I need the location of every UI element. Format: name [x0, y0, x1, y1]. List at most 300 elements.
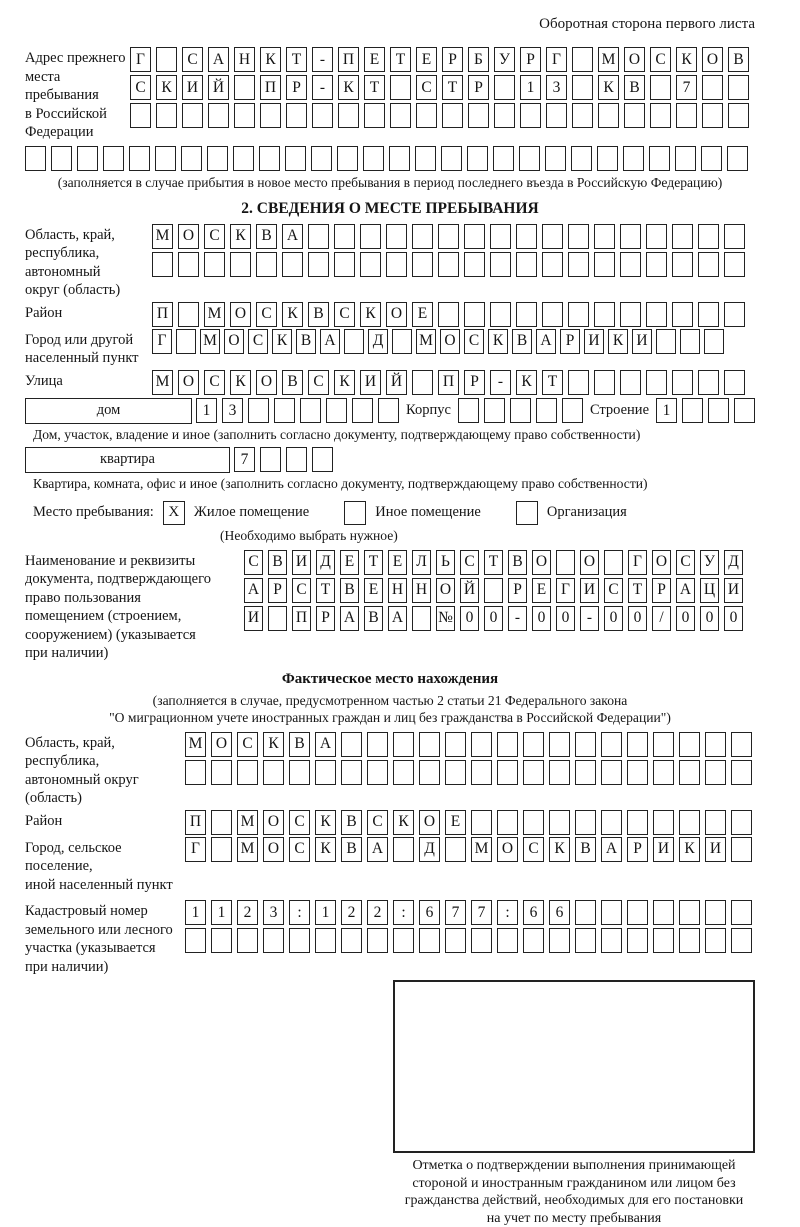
char-box-filled[interactable]: 0 — [484, 606, 503, 631]
char-box-filled[interactable]: 6 — [523, 900, 544, 925]
char-box-empty[interactable] — [438, 302, 459, 327]
char-box-empty[interactable] — [393, 732, 414, 757]
char-box-filled[interactable]: В — [289, 732, 310, 757]
char-box-empty[interactable] — [542, 224, 563, 249]
char-box-filled[interactable]: 0 — [676, 606, 695, 631]
char-box-empty[interactable] — [731, 900, 752, 925]
char-box-filled[interactable]: Д — [724, 550, 743, 575]
char-box-empty[interactable] — [178, 252, 199, 277]
char-box-filled[interactable]: Г — [130, 47, 151, 72]
char-box-filled[interactable]: И — [724, 578, 743, 603]
char-box-empty[interactable] — [627, 760, 648, 785]
char-box-filled[interactable]: Р — [627, 837, 648, 862]
char-box-empty[interactable] — [516, 224, 537, 249]
char-box-filled[interactable]: Й — [386, 370, 407, 395]
char-box-empty[interactable] — [338, 103, 359, 128]
char-box-empty[interactable] — [493, 146, 514, 171]
char-box-empty[interactable] — [471, 928, 492, 953]
char-box-empty[interactable] — [546, 103, 567, 128]
char-box-filled[interactable]: О — [652, 550, 671, 575]
char-box-filled[interactable]: : — [497, 900, 518, 925]
char-box-empty[interactable] — [337, 146, 358, 171]
char-box-filled[interactable]: М — [204, 302, 225, 327]
char-box-filled[interactable]: Г — [185, 837, 206, 862]
char-box-filled[interactable]: М — [152, 370, 173, 395]
char-box-empty[interactable] — [300, 398, 321, 423]
char-box-filled[interactable]: О — [580, 550, 599, 575]
char-box-empty[interactable] — [260, 103, 281, 128]
char-box-empty[interactable] — [234, 103, 255, 128]
char-box-empty[interactable] — [672, 224, 693, 249]
char-box-filled[interactable]: С — [289, 810, 310, 835]
char-box-empty[interactable] — [731, 837, 752, 862]
char-box-empty[interactable] — [653, 900, 674, 925]
char-box-filled[interactable]: Р — [442, 47, 463, 72]
char-box-empty[interactable] — [260, 447, 281, 472]
char-box-empty[interactable] — [724, 370, 745, 395]
char-box-empty[interactable] — [412, 606, 431, 631]
char-box-filled[interactable]: О — [624, 47, 645, 72]
char-box-empty[interactable] — [594, 302, 615, 327]
char-box-empty[interactable] — [468, 103, 489, 128]
char-box-empty[interactable] — [705, 732, 726, 757]
char-box-empty[interactable] — [419, 928, 440, 953]
char-box-empty[interactable] — [204, 252, 225, 277]
char-box-filled[interactable]: Р — [286, 75, 307, 100]
char-box-empty[interactable] — [523, 732, 544, 757]
char-box-filled[interactable]: Б — [468, 47, 489, 72]
char-box-empty[interactable] — [77, 146, 98, 171]
char-box-empty[interactable] — [211, 928, 232, 953]
char-box-filled[interactable]: - — [312, 47, 333, 72]
char-box-filled[interactable]: А — [315, 732, 336, 757]
char-box-empty[interactable] — [458, 398, 479, 423]
char-box-filled[interactable]: С — [676, 550, 695, 575]
char-box-empty[interactable] — [653, 760, 674, 785]
char-box-empty[interactable] — [698, 224, 719, 249]
char-box-empty[interactable] — [568, 252, 589, 277]
char-box-empty[interactable] — [646, 302, 667, 327]
char-box-empty[interactable] — [510, 398, 531, 423]
char-box-empty[interactable] — [312, 103, 333, 128]
char-box-filled[interactable]: М — [185, 732, 206, 757]
char-box-filled[interactable]: Т — [390, 47, 411, 72]
char-box-empty[interactable] — [620, 302, 641, 327]
char-box-filled[interactable]: Е — [388, 550, 407, 575]
char-box-filled[interactable]: С — [604, 578, 623, 603]
char-box-empty[interactable] — [568, 224, 589, 249]
char-box-empty[interactable] — [627, 732, 648, 757]
char-box-empty[interactable] — [386, 252, 407, 277]
char-box-empty[interactable] — [207, 146, 228, 171]
char-box-filled[interactable]: У — [494, 47, 515, 72]
char-box-empty[interactable] — [620, 252, 641, 277]
char-box-empty[interactable] — [176, 329, 196, 354]
char-box-filled[interactable]: А — [367, 837, 388, 862]
char-box-filled[interactable]: Л — [412, 550, 431, 575]
char-box-empty[interactable] — [445, 732, 466, 757]
char-box-filled[interactable]: К — [263, 732, 284, 757]
char-box-empty[interactable] — [471, 810, 492, 835]
char-box-empty[interactable] — [389, 146, 410, 171]
char-box-filled[interactable]: 7 — [445, 900, 466, 925]
char-box-filled[interactable]: 0 — [532, 606, 551, 631]
char-box-empty[interactable] — [360, 252, 381, 277]
char-box-empty[interactable] — [728, 75, 749, 100]
checkbox-option-2[interactable] — [516, 501, 538, 525]
char-box-filled[interactable]: Р — [268, 578, 287, 603]
char-box-filled[interactable]: Е — [340, 550, 359, 575]
char-box-empty[interactable] — [708, 398, 729, 423]
char-box-filled[interactable]: С — [237, 732, 258, 757]
char-box-empty[interactable] — [601, 760, 622, 785]
char-box-empty[interactable] — [549, 732, 570, 757]
char-box-filled[interactable]: Т — [364, 550, 383, 575]
char-box-filled[interactable]: С — [130, 75, 151, 100]
char-box-filled[interactable]: В — [268, 550, 287, 575]
char-box-filled[interactable]: М — [200, 329, 220, 354]
char-box-filled[interactable]: И — [632, 329, 652, 354]
char-box-empty[interactable] — [311, 146, 332, 171]
char-box-empty[interactable] — [680, 329, 700, 354]
char-box-filled[interactable]: Т — [542, 370, 563, 395]
char-box-empty[interactable] — [412, 224, 433, 249]
char-box-empty[interactable] — [464, 302, 485, 327]
char-box-filled[interactable]: С — [416, 75, 437, 100]
char-box-empty[interactable] — [656, 329, 676, 354]
char-box-filled[interactable]: И — [182, 75, 203, 100]
char-box-empty[interactable] — [594, 224, 615, 249]
char-box-empty[interactable] — [601, 900, 622, 925]
char-box-empty[interactable] — [724, 252, 745, 277]
char-box-filled[interactable]: С — [289, 837, 310, 862]
char-box-filled[interactable]: М — [598, 47, 619, 72]
char-box-empty[interactable] — [682, 398, 703, 423]
char-box-empty[interactable] — [679, 928, 700, 953]
char-box-filled[interactable]: О — [436, 578, 455, 603]
char-box-empty[interactable] — [627, 928, 648, 953]
char-box-filled[interactable]: Е — [412, 302, 433, 327]
char-box-empty[interactable] — [516, 252, 537, 277]
char-box-filled[interactable]: А — [320, 329, 340, 354]
char-box-empty[interactable] — [575, 760, 596, 785]
char-box-filled[interactable]: К — [549, 837, 570, 862]
char-box-filled[interactable]: Р — [316, 606, 335, 631]
char-box-empty[interactable] — [393, 928, 414, 953]
char-box-filled[interactable]: С — [523, 837, 544, 862]
char-box-empty[interactable] — [698, 252, 719, 277]
char-box-filled[interactable]: В — [256, 224, 277, 249]
char-box-filled[interactable]: К — [676, 47, 697, 72]
char-box-filled[interactable]: Т — [484, 550, 503, 575]
char-box-empty[interactable] — [438, 252, 459, 277]
char-box-empty[interactable] — [724, 302, 745, 327]
char-box-filled[interactable]: 1 — [196, 398, 217, 423]
char-box-empty[interactable] — [497, 810, 518, 835]
char-box-empty[interactable] — [653, 732, 674, 757]
char-box-empty[interactable] — [484, 578, 503, 603]
char-box-filled[interactable]: - — [490, 370, 511, 395]
char-box-filled[interactable]: Е — [445, 810, 466, 835]
char-box-empty[interactable] — [51, 146, 72, 171]
char-box-filled[interactable]: О — [440, 329, 460, 354]
char-box-empty[interactable] — [575, 928, 596, 953]
char-box-filled[interactable]: И — [292, 550, 311, 575]
char-box-filled[interactable]: И — [705, 837, 726, 862]
char-box-empty[interactable] — [494, 75, 515, 100]
char-box-empty[interactable] — [597, 146, 618, 171]
char-box-empty[interactable] — [562, 398, 583, 423]
char-box-filled[interactable]: К — [334, 370, 355, 395]
char-box-filled[interactable]: В — [340, 578, 359, 603]
char-box-empty[interactable] — [445, 928, 466, 953]
char-box-filled[interactable]: С — [204, 370, 225, 395]
char-box-filled[interactable]: 6 — [549, 900, 570, 925]
char-box-filled[interactable]: С — [460, 550, 479, 575]
char-box-filled[interactable]: 1 — [315, 900, 336, 925]
char-box-empty[interactable] — [702, 103, 723, 128]
char-box-empty[interactable] — [263, 760, 284, 785]
char-box-filled[interactable]: 1 — [520, 75, 541, 100]
char-box-empty[interactable] — [364, 103, 385, 128]
char-box-filled[interactable]: К — [338, 75, 359, 100]
char-box-filled[interactable]: К — [282, 302, 303, 327]
char-box-filled[interactable]: С — [464, 329, 484, 354]
char-box-empty[interactable] — [211, 837, 232, 862]
char-box-empty[interactable] — [604, 550, 623, 575]
char-box-empty[interactable] — [679, 810, 700, 835]
char-box-empty[interactable] — [464, 224, 485, 249]
char-box-empty[interactable] — [312, 447, 333, 472]
char-box-empty[interactable] — [490, 224, 511, 249]
char-box-empty[interactable] — [233, 146, 254, 171]
char-box-empty[interactable] — [237, 928, 258, 953]
char-box-empty[interactable] — [341, 732, 362, 757]
char-box-empty[interactable] — [572, 103, 593, 128]
char-box-empty[interactable] — [208, 103, 229, 128]
char-box-filled[interactable]: А — [388, 606, 407, 631]
char-box-filled[interactable]: О — [419, 810, 440, 835]
char-box-filled[interactable]: Г — [556, 578, 575, 603]
char-box-empty[interactable] — [724, 224, 745, 249]
char-box-filled[interactable]: Д — [316, 550, 335, 575]
char-box-filled[interactable]: Г — [546, 47, 567, 72]
char-box-filled[interactable]: К — [260, 47, 281, 72]
char-box-filled[interactable]: А — [282, 224, 303, 249]
char-box-empty[interactable] — [130, 103, 151, 128]
char-box-filled[interactable]: В — [308, 302, 329, 327]
char-box-filled[interactable]: 1 — [211, 900, 232, 925]
char-box-empty[interactable] — [156, 47, 177, 72]
char-box-empty[interactable] — [386, 224, 407, 249]
char-box-filled[interactable]: С — [308, 370, 329, 395]
char-box-filled[interactable]: И — [360, 370, 381, 395]
char-box-filled[interactable]: К — [230, 370, 251, 395]
char-box-empty[interactable] — [334, 224, 355, 249]
char-box-filled[interactable]: В — [341, 810, 362, 835]
char-box-filled[interactable]: С — [367, 810, 388, 835]
char-box-empty[interactable] — [274, 398, 295, 423]
char-box-empty[interactable] — [575, 732, 596, 757]
char-box-empty[interactable] — [367, 928, 388, 953]
char-box-filled[interactable]: П — [292, 606, 311, 631]
checkbox-option-0[interactable]: X — [163, 501, 185, 525]
char-box-empty[interactable] — [494, 103, 515, 128]
char-box-empty[interactable] — [415, 146, 436, 171]
char-box-filled[interactable]: Г — [628, 550, 647, 575]
char-box-filled[interactable]: А — [340, 606, 359, 631]
char-box-filled[interactable]: 3 — [546, 75, 567, 100]
char-box-filled[interactable]: 3 — [222, 398, 243, 423]
char-box-filled[interactable]: К — [272, 329, 292, 354]
char-box-empty[interactable] — [620, 370, 641, 395]
char-box-empty[interactable] — [392, 329, 412, 354]
char-box-filled[interactable]: - — [508, 606, 527, 631]
char-box-filled[interactable]: Р — [468, 75, 489, 100]
char-box-empty[interactable] — [490, 252, 511, 277]
char-box-empty[interactable] — [549, 760, 570, 785]
char-box-filled[interactable]: 0 — [556, 606, 575, 631]
char-box-filled[interactable]: 0 — [604, 606, 623, 631]
char-box-empty[interactable] — [650, 103, 671, 128]
char-box-filled[interactable]: Т — [442, 75, 463, 100]
char-box-empty[interactable] — [523, 760, 544, 785]
char-box-empty[interactable] — [484, 398, 505, 423]
char-box-filled[interactable]: С — [182, 47, 203, 72]
char-box-empty[interactable] — [390, 75, 411, 100]
char-box-filled[interactable]: А — [536, 329, 556, 354]
char-box-filled[interactable]: Е — [364, 47, 385, 72]
char-box-filled[interactable]: О — [230, 302, 251, 327]
char-box-filled[interactable]: 0 — [628, 606, 647, 631]
char-box-empty[interactable] — [646, 370, 667, 395]
char-box-empty[interactable] — [620, 224, 641, 249]
char-box-filled[interactable]: Е — [416, 47, 437, 72]
char-box-empty[interactable] — [263, 928, 284, 953]
char-box-empty[interactable] — [519, 146, 540, 171]
char-box-empty[interactable] — [152, 252, 173, 277]
char-box-empty[interactable] — [705, 810, 726, 835]
char-box-empty[interactable] — [237, 760, 258, 785]
char-box-filled[interactable]: Р — [508, 578, 527, 603]
char-box-filled[interactable]: С — [244, 550, 263, 575]
char-box-filled[interactable]: М — [237, 837, 258, 862]
char-box-empty[interactable] — [549, 928, 570, 953]
char-box-filled[interactable]: Т — [316, 578, 335, 603]
char-box-empty[interactable] — [268, 606, 287, 631]
char-box-empty[interactable] — [676, 103, 697, 128]
char-box-filled[interactable]: К — [679, 837, 700, 862]
char-box-empty[interactable] — [728, 103, 749, 128]
char-box-filled[interactable]: К — [315, 810, 336, 835]
char-box-filled[interactable]: - — [580, 606, 599, 631]
char-box-filled[interactable]: О — [211, 732, 232, 757]
char-box-empty[interactable] — [315, 760, 336, 785]
char-box-filled[interactable]: С — [248, 329, 268, 354]
char-box-empty[interactable] — [286, 103, 307, 128]
char-box-empty[interactable] — [230, 252, 251, 277]
char-box-filled[interactable]: 3 — [263, 900, 284, 925]
char-box-filled[interactable]: Г — [152, 329, 172, 354]
char-box-empty[interactable] — [556, 550, 575, 575]
char-box-filled[interactable]: 2 — [341, 900, 362, 925]
char-box-filled[interactable]: Т — [364, 75, 385, 100]
char-box-empty[interactable] — [627, 810, 648, 835]
char-box-empty[interactable] — [352, 398, 373, 423]
char-box-empty[interactable] — [308, 252, 329, 277]
char-box-filled[interactable]: В — [512, 329, 532, 354]
char-box-filled[interactable]: А — [208, 47, 229, 72]
char-box-empty[interactable] — [516, 302, 537, 327]
char-box-empty[interactable] — [497, 760, 518, 785]
char-box-empty[interactable] — [315, 928, 336, 953]
char-box-empty[interactable] — [326, 398, 347, 423]
char-box-filled[interactable]: Р — [652, 578, 671, 603]
char-box-filled[interactable]: Р — [464, 370, 485, 395]
char-box-empty[interactable] — [594, 370, 615, 395]
char-box-filled[interactable]: Ь — [436, 550, 455, 575]
char-box-empty[interactable] — [650, 75, 671, 100]
char-box-empty[interactable] — [360, 224, 381, 249]
char-box-filled[interactable]: : — [393, 900, 414, 925]
char-box-filled[interactable]: П — [152, 302, 173, 327]
char-box-empty[interactable] — [256, 252, 277, 277]
char-box-filled[interactable]: О — [263, 810, 284, 835]
char-box-empty[interactable] — [497, 928, 518, 953]
char-box-empty[interactable] — [624, 103, 645, 128]
char-box-filled[interactable]: В — [575, 837, 596, 862]
char-box-empty[interactable] — [679, 760, 700, 785]
char-box-empty[interactable] — [181, 146, 202, 171]
char-box-empty[interactable] — [412, 252, 433, 277]
char-box-empty[interactable] — [601, 732, 622, 757]
char-box-filled[interactable]: С — [256, 302, 277, 327]
char-box-empty[interactable] — [178, 302, 199, 327]
char-box-empty[interactable] — [416, 103, 437, 128]
char-box-empty[interactable] — [704, 329, 724, 354]
char-box-empty[interactable] — [129, 146, 150, 171]
char-box-empty[interactable] — [542, 252, 563, 277]
char-box-empty[interactable] — [367, 732, 388, 757]
char-box-empty[interactable] — [653, 928, 674, 953]
char-box-empty[interactable] — [445, 760, 466, 785]
char-box-empty[interactable] — [646, 252, 667, 277]
char-box-empty[interactable] — [445, 837, 466, 862]
char-box-empty[interactable] — [248, 398, 269, 423]
char-box-empty[interactable] — [702, 75, 723, 100]
char-box-empty[interactable] — [441, 146, 462, 171]
char-box-empty[interactable] — [467, 146, 488, 171]
char-box-filled[interactable]: К — [608, 329, 628, 354]
char-box-empty[interactable] — [341, 928, 362, 953]
char-box-filled[interactable]: К — [230, 224, 251, 249]
char-box-filled[interactable]: О — [178, 224, 199, 249]
char-box-filled[interactable]: 7 — [471, 900, 492, 925]
char-box-filled[interactable]: Д — [419, 837, 440, 862]
char-box-filled[interactable]: 7 — [676, 75, 697, 100]
char-box-filled[interactable]: Й — [460, 578, 479, 603]
char-box-empty[interactable] — [25, 146, 46, 171]
char-box-filled[interactable]: К — [516, 370, 537, 395]
char-box-empty[interactable] — [308, 224, 329, 249]
char-box-empty[interactable] — [523, 810, 544, 835]
char-box-filled[interactable]: У — [700, 550, 719, 575]
char-box-filled[interactable]: К — [393, 810, 414, 835]
char-box-empty[interactable] — [672, 252, 693, 277]
char-box-empty[interactable] — [471, 732, 492, 757]
char-box-filled[interactable]: К — [156, 75, 177, 100]
char-box-empty[interactable] — [155, 146, 176, 171]
